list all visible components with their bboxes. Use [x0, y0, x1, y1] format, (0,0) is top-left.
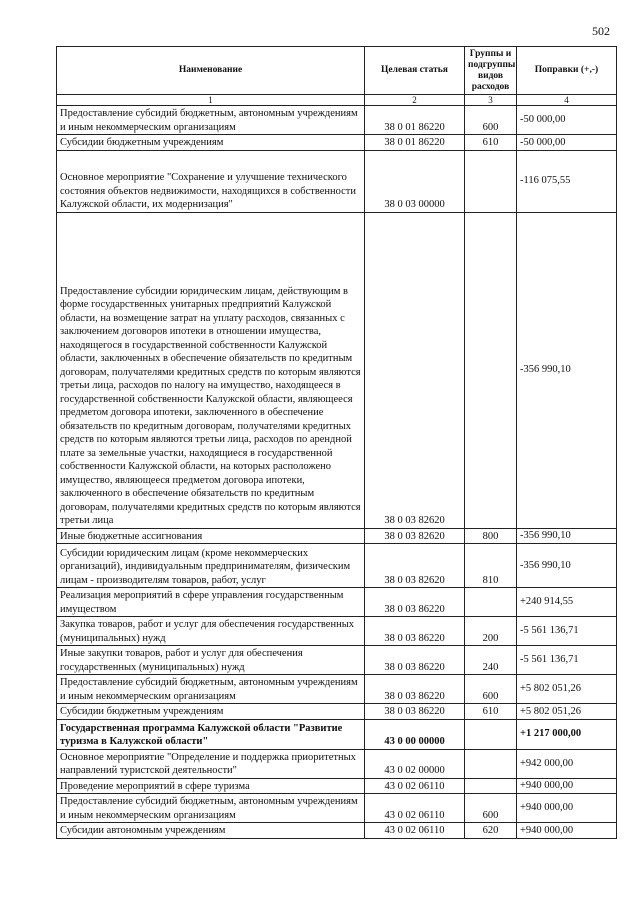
table-row: [57, 794, 617, 823]
table-row: [57, 823, 617, 839]
row-code: 43 0 02 06110: [365, 794, 465, 823]
row-group: 600: [465, 675, 517, 704]
row-name: Закупка товаров, работ и услуг для обеспечения государственных (муниципальных) нужд: [57, 617, 365, 646]
row-code: 38 0 03 82620: [365, 528, 465, 544]
row-amount: -50 000,00: [517, 106, 617, 135]
row-amount: +1 217 000,00: [517, 719, 617, 749]
row-code: 38 0 03 00000: [365, 150, 465, 212]
row-group: [465, 212, 517, 528]
table-row: [57, 588, 617, 617]
row-group: 600: [465, 106, 517, 135]
row-name: Субсидии бюджетным учреждениям: [57, 135, 365, 151]
table-row: [57, 778, 617, 794]
row-group: 600: [465, 794, 517, 823]
table-row: [57, 719, 617, 749]
row-name: Предоставление субсидий бюджетным, автономным учреждениям и иным некоммерческим организациям: [57, 794, 365, 823]
row-amount: +940 000,00: [517, 778, 617, 794]
table-row: [57, 617, 617, 646]
row-group: [465, 150, 517, 212]
row-amount: -116 075,55: [517, 150, 617, 212]
table-row: [57, 106, 617, 135]
row-amount: -5 561 136,71: [517, 617, 617, 646]
row-amount: +5 802 051,26: [517, 704, 617, 720]
row-group: 200: [465, 617, 517, 646]
row-amount: +5 802 051,26: [517, 675, 617, 704]
table-header: [57, 47, 617, 95]
table-row: [57, 528, 617, 544]
row-group: 810: [465, 544, 517, 588]
row-group: 610: [465, 135, 517, 151]
column-number: 2: [365, 95, 465, 106]
page-number: 502: [592, 24, 610, 38]
header-amount: Поправки (+,-): [517, 47, 617, 95]
row-group: 610: [465, 704, 517, 720]
row-amount: -356 990,10: [517, 212, 617, 528]
row-name: Предоставление субсидий бюджетным, автономным учреждениям и иным некоммерческим организациям: [57, 106, 365, 135]
row-group: [465, 719, 517, 749]
row-code: 43 0 00 00000: [365, 719, 465, 749]
row-name: Реализация мероприятий в сфере управления государственным имуществом: [57, 588, 365, 617]
table-row: [57, 646, 617, 675]
row-code: 38 0 03 82620: [365, 544, 465, 588]
row-name: Предоставление субсидий бюджетным, автономным учреждениям и иным некоммерческим организациям: [57, 675, 365, 704]
row-name: Субсидии бюджетным учреждениям: [57, 704, 365, 720]
row-group: [465, 749, 517, 778]
table-row: [57, 704, 617, 720]
row-amount: -356 990,10: [517, 528, 617, 544]
row-code: 38 0 03 82620: [365, 212, 465, 528]
row-amount: -356 990,10: [517, 544, 617, 588]
row-name: Государственная программа Калужской области "Развитие туризма в Калужской области": [57, 719, 365, 749]
row-group: [465, 778, 517, 794]
table-row: [57, 675, 617, 704]
row-group: 240: [465, 646, 517, 675]
row-group: [465, 588, 517, 617]
table-row: [57, 135, 617, 151]
row-name: Основное мероприятие "Сохранение и улучшение технического состояния объектов недвижимости, находящихся в собственности Калужской области, их модернизация": [57, 150, 365, 212]
row-amount: +942 000,00: [517, 749, 617, 778]
row-name: Основное мероприятие "Определение и поддержка приоритетных направлений туристской деятельности": [57, 749, 365, 778]
row-amount: +940 000,00: [517, 823, 617, 839]
row-code: 38 0 03 86220: [365, 646, 465, 675]
table-row: [57, 212, 617, 528]
column-number: 1: [57, 95, 365, 106]
column-number-row: [57, 95, 617, 106]
row-code: 38 0 01 86220: [365, 135, 465, 151]
table-row: [57, 749, 617, 778]
row-amount: -5 561 136,71: [517, 646, 617, 675]
row-code: 43 0 02 06110: [365, 823, 465, 839]
row-name: Субсидии автономным учреждениям: [57, 823, 365, 839]
row-name: Проведение мероприятий в сфере туризма: [57, 778, 365, 794]
header-group: Группы и подгруппы видов расходов: [465, 47, 517, 95]
row-code: 43 0 02 00000: [365, 749, 465, 778]
header-code: Целевая статья: [365, 47, 465, 95]
table-row: [57, 150, 617, 212]
column-number: 3: [465, 95, 517, 106]
row-code: 38 0 03 86220: [365, 588, 465, 617]
row-amount: -50 000,00: [517, 135, 617, 151]
row-amount: +240 914,55: [517, 588, 617, 617]
row-name: Субсидии юридическим лицам (кроме некоммерческих организаций), индивидуальным предпринимателям, физическим лицам - производителям товаров, работ, услуг: [57, 544, 365, 588]
row-code: 38 0 03 86220: [365, 675, 465, 704]
budget-table: [56, 46, 617, 839]
header-name: Наименование: [57, 47, 365, 95]
row-code: 38 0 01 86220: [365, 106, 465, 135]
row-name: Предоставление субсидии юридическим лицам, действующим в форме государственных унитарных предприятий Калужской области, на возмещение затрат на уплату расходов, связанных с заключением договоров ипотеки в отношении имущества, находящегося в государственной собственности Калужской области, заключенных в обеспечение обязательств по кредитным договорам, получателями кредитных средств по которым являются третьи лица, расходов по налогу на имущество, находящееся в государственной собственности Калужской области, являющееся предметом договора ипотеки, заключенного в обеспечение обязательств по кредитным договорам, получателями кредитных средств по которым являются третьи лица, расходов по арендной плате за земельные участки, находящиеся в государственной собственности Калужской области, на которых расположено имущество, являющееся предметом договора ипотеки, заключенного в обеспечение обязательств по кредитным договорам, получателями кредитных средств по которым являются третьи лица: [57, 212, 365, 528]
table-row: [57, 544, 617, 588]
row-name: Иные бюджетные ассигнования: [57, 528, 365, 544]
row-code: 43 0 02 06110: [365, 778, 465, 794]
row-group: 620: [465, 823, 517, 839]
row-code: 38 0 03 86220: [365, 704, 465, 720]
row-code: 38 0 03 86220: [365, 617, 465, 646]
row-group: 800: [465, 528, 517, 544]
column-number: 4: [517, 95, 617, 106]
row-amount: +940 000,00: [517, 794, 617, 823]
row-name: Иные закупки товаров, работ и услуг для обеспечения государственных (муниципальных) нужд: [57, 646, 365, 675]
